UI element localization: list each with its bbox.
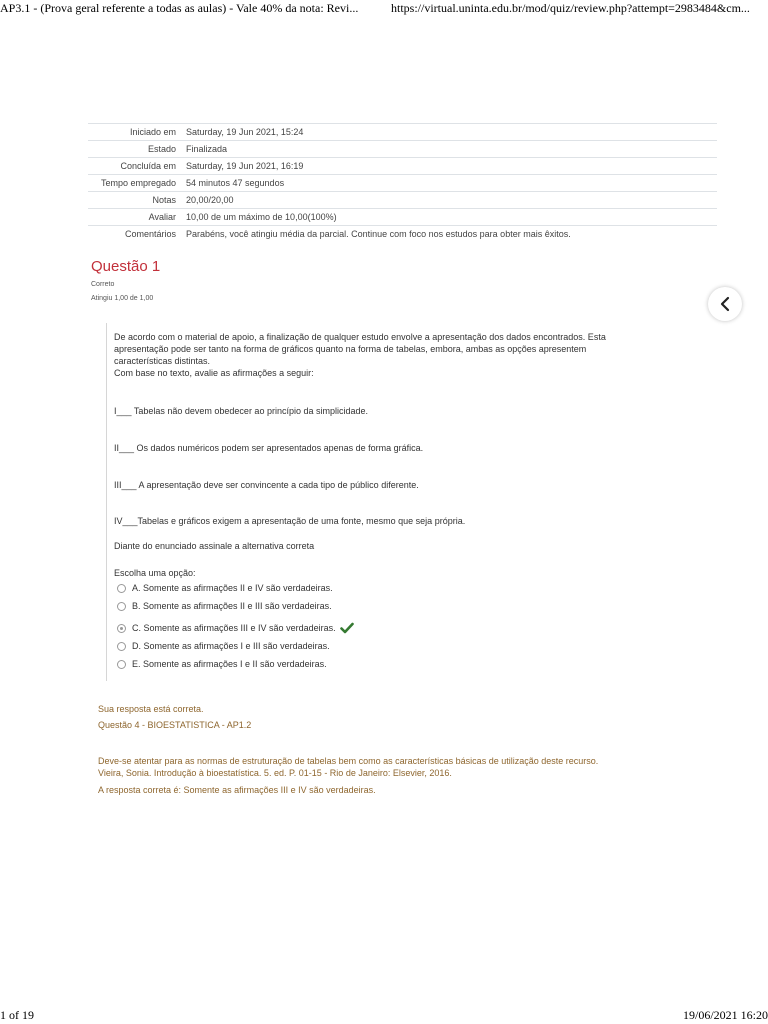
statement-item: II___ Os dados numéricos podem ser apresentados apenas de forma gráfica. xyxy=(114,443,424,453)
question-instruction: Diante do enunciado assinale a alternativa correta xyxy=(114,541,315,551)
summary-value: Saturday, 19 Jun 2021, 16:19 xyxy=(182,158,717,175)
right-answer: A resposta correta é: Somente as afirmações III e IV são verdadeiras. xyxy=(98,785,376,795)
statement-item: III___ A apresentação deve ser convincente a cada tipo de público diferente. xyxy=(114,480,419,490)
chevron-left-icon xyxy=(719,296,731,312)
summary-row xyxy=(88,141,717,158)
statement-item: IV___Tabelas e gráficos exigem a apresentação de uma fonte, mesmo que seja própria. xyxy=(114,516,466,526)
drawer-toggle-button[interactable] xyxy=(708,287,742,321)
answer-option[interactable] xyxy=(117,601,332,611)
summary-value: Parabéns, você atingiu média da parcial. Continue com foco nos estudos para obter mais êxitos. xyxy=(182,226,717,243)
radio-button-selected[interactable] xyxy=(117,624,126,633)
statement-item: I___ Tabelas não devem obedecer ao princípio da simplicidade. xyxy=(114,406,368,416)
summary-row xyxy=(88,158,717,175)
feedback-source: Questão 4 - BIOESTATISTICA - AP1.2 xyxy=(98,720,252,730)
attempt-summary-table xyxy=(88,123,717,242)
summary-value: Finalizada xyxy=(182,141,717,158)
summary-label: Avaliar xyxy=(88,209,182,226)
question-text-line: Com base no texto, avalie as afirmações a seguir: xyxy=(114,368,314,378)
feedback-correct: Sua resposta está correta. xyxy=(98,704,204,714)
summary-label: Notas xyxy=(88,192,182,209)
question-text-line: De acordo com o material de apoio, a finalização de qualquer estudo envolve a apresentação dos dados encontrados. Esta xyxy=(114,332,606,342)
print-footer xyxy=(0,1006,768,1024)
answer-option[interactable] xyxy=(117,641,330,651)
summary-row xyxy=(88,175,717,192)
radio-button[interactable] xyxy=(117,642,126,651)
feedback-note-line: Vieira, Sonia. Introdução à bioestatística. 5. ed. P. 01-15 - Rio de Janeiro: Elsevier, 2016. xyxy=(98,768,452,778)
answer-option[interactable] xyxy=(117,583,333,593)
feedback-note xyxy=(98,755,698,779)
correct-check-icon xyxy=(340,622,354,634)
radio-button[interactable] xyxy=(117,584,126,593)
summary-label: Comentários xyxy=(88,226,182,243)
summary-value: 54 minutos 47 segundos xyxy=(182,175,717,192)
answer-option[interactable] xyxy=(117,659,327,669)
question-text-line: apresentação pode ser tanto na forma de gráficos quanto na forma de tabelas, embora, ambas as opções apresentem xyxy=(114,344,587,354)
option-label: A. Somente as afirmações II e IV são verdadeiras. xyxy=(132,583,333,593)
summary-label: Concluída em xyxy=(88,158,182,175)
page-url: https://virtual.uninta.edu.br/mod/quiz/review.php?attempt=2983484&cm... xyxy=(391,1,750,15)
answer-option-selected[interactable] xyxy=(117,622,354,634)
print-header xyxy=(0,0,768,18)
question-title: Questão 1 xyxy=(91,258,161,275)
question-text-line: características distintas. xyxy=(114,356,211,366)
option-label: C. Somente as afirmações III e IV são verdadeiras. xyxy=(132,623,336,633)
page-title: AP3.1 - (Prova geral referente a todas as aulas) - Vale 40% da nota: Revi... xyxy=(0,1,359,15)
page-number: 1 of 19 xyxy=(0,1008,34,1022)
radio-button[interactable] xyxy=(117,660,126,669)
print-datetime: 19/06/2021 16:20 xyxy=(682,1008,768,1022)
summary-value: Saturday, 19 Jun 2021, 15:24 xyxy=(182,124,717,141)
summary-value: 10,00 de um máximo de 10,00(100%) xyxy=(182,209,717,226)
option-label: E. Somente as afirmações I e II são verdadeiras. xyxy=(132,659,327,669)
question-grade: Atingiu 1,00 de 1,00 xyxy=(91,295,154,302)
summary-label: Tempo empregado xyxy=(88,175,182,192)
summary-value: 20,00/20,00 xyxy=(182,192,717,209)
question-text xyxy=(114,331,674,379)
radio-button[interactable] xyxy=(117,602,126,611)
summary-row xyxy=(88,192,717,209)
option-label: D. Somente as afirmações I e III são verdadeiras. xyxy=(132,641,330,651)
option-label: B. Somente as afirmações II e III são verdadeiras. xyxy=(132,601,332,611)
summary-label: Iniciado em xyxy=(88,124,182,141)
answer-prompt: Escolha uma opção: xyxy=(114,568,196,578)
feedback-note-line: Deve-se atentar para as normas de estruturação de tabelas bem como as características básicas de utilização deste recurso. xyxy=(98,756,599,766)
question-state: Correto xyxy=(91,281,115,288)
summary-row xyxy=(88,226,717,243)
summary-row xyxy=(88,124,717,141)
summary-row xyxy=(88,209,717,226)
summary-label: Estado xyxy=(88,141,182,158)
